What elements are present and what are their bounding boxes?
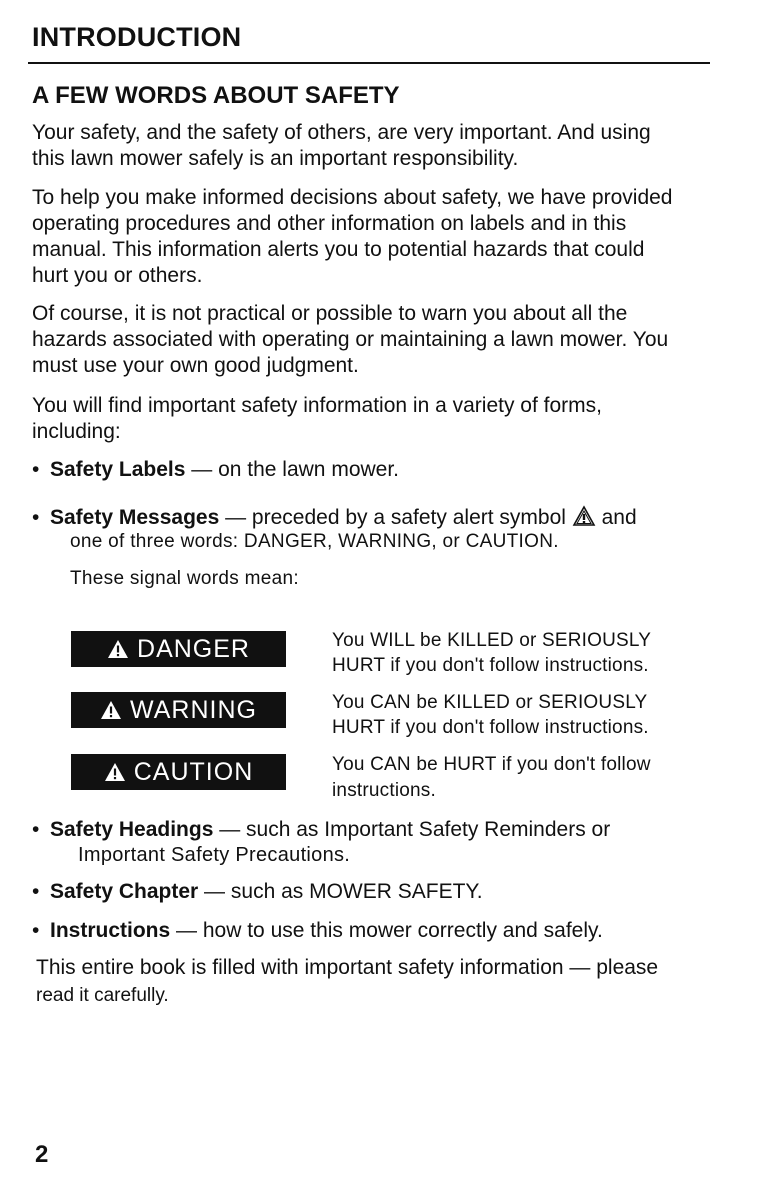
bullet-text: — how to use this mower correctly and safely. (170, 919, 603, 942)
bullet-dot: • (32, 919, 40, 942)
bullet-term: Safety Labels (50, 458, 186, 481)
bullet-term: Safety Headings (50, 818, 214, 841)
section-title: INTRODUCTION (32, 22, 242, 52)
danger-label (71, 631, 286, 667)
paragraph-line: You will find important safety information in a variety of forms, (32, 394, 602, 417)
safety-alert-triangle-icon (572, 505, 596, 527)
bullet-text: — such as MOWER SAFETY. (198, 880, 483, 903)
danger-description: You WILL be KILLED or SERIOUSLY (332, 630, 652, 651)
bullet-dot: • (32, 458, 40, 481)
caution-description: You CAN be HURT if you don't follow (332, 754, 651, 775)
title-rule (28, 62, 710, 64)
paragraph-line: manual. This information alerts you to potential hazards that could (32, 238, 645, 261)
danger-label-text: DANGER (137, 634, 250, 663)
bullet-safety-chapter (32, 879, 722, 905)
bullet-continuation: Important Safety Precautions. (78, 844, 351, 866)
bullet-text: — preceded by a safety alert symbol (219, 506, 566, 529)
caution-label-text: CAUTION (133, 757, 254, 786)
bullet-text: — such as Important Safety Reminders or (213, 818, 611, 841)
warning-label-text: WARNING (130, 695, 257, 724)
bullet-instructions (32, 918, 722, 944)
bullet-safety-labels (32, 457, 722, 483)
signal-intro: These signal words mean: (70, 568, 299, 589)
danger-description: HURT if you don't follow instructions. (332, 655, 649, 676)
paragraph-line: operating procedures and other information on labels and in this (32, 212, 627, 235)
caution-label (71, 754, 286, 790)
paragraph-line: including: (32, 420, 121, 443)
warning-description: You CAN be KILLED or SERIOUSLY (332, 692, 648, 713)
bullet-dot: • (32, 880, 40, 903)
bullet-text-end: and (595, 506, 637, 529)
bullet-term: Safety Messages (50, 506, 220, 529)
warning-triangle-icon (100, 700, 122, 720)
bullet-dot: • (32, 818, 40, 841)
bullet-text: — on the lawn mower. (185, 458, 400, 481)
warning-label (71, 692, 286, 728)
paragraph-line: To help you make informed decisions about safety, we have provided (32, 186, 673, 209)
bullet-term: Safety Chapter (50, 880, 199, 903)
bullet-term: Instructions (50, 919, 171, 942)
paragraph-line: Your safety, and the safety of others, are very important. And using (32, 121, 651, 144)
warning-triangle-icon (107, 639, 129, 659)
paragraph-line: hurt you or others. (32, 264, 203, 287)
paragraph-line: must use your own good judgment. (32, 354, 359, 377)
paragraph-line: hazards associated with operating or maintaining a lawn mower. You (32, 328, 669, 351)
bullet-safety-messages (32, 505, 722, 531)
caution-description: instructions. (332, 780, 436, 801)
warning-triangle-icon (104, 762, 126, 782)
subheading: A FEW WORDS ABOUT SAFETY (32, 82, 400, 109)
bullet-continuation: one of three words: DANGER, WARNING, or CAUTION. (70, 531, 559, 552)
warning-description: HURT if you don't follow instructions. (332, 717, 649, 738)
bullet-dot: • (32, 506, 40, 529)
bullet-safety-headings (32, 817, 722, 843)
closing-line: This entire book is filled with important safety information — please (36, 956, 659, 979)
closing-line: read it carefully. (36, 985, 169, 1006)
paragraph-line: this lawn mower safely is an important responsibility. (32, 147, 519, 170)
paragraph-line: Of course, it is not practical or possible to warn you about all the (32, 302, 628, 325)
page-number: 2 (35, 1141, 49, 1168)
